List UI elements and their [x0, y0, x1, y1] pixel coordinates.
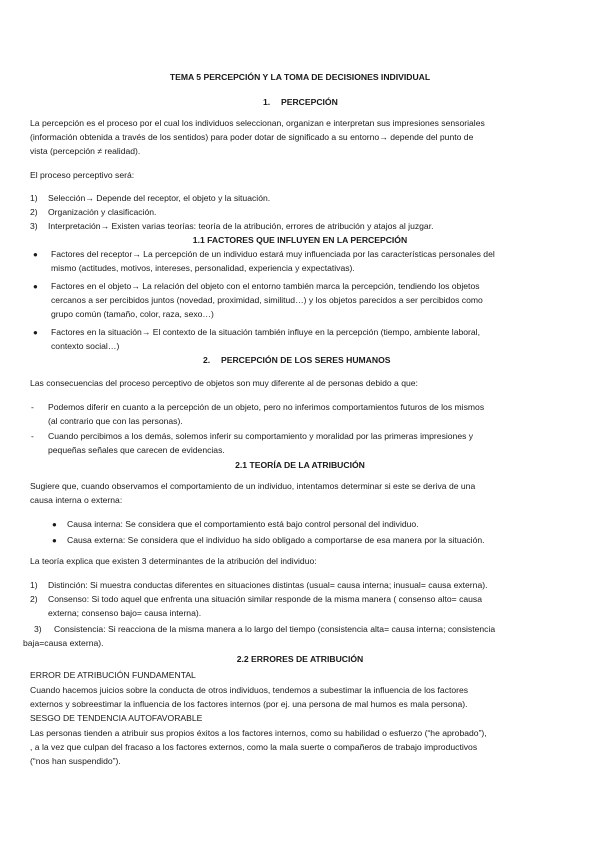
factor-line: Factores en la situación→ El contexto de la situación también influye en la percepción (tiempo, ambiente laboral, [51, 327, 480, 337]
human-perception-line: Cuando percibimos a los demás, solemos inferir su comportamiento y moralidad por las primeras impresiones y [48, 431, 474, 441]
process-item: Interpretación→ Existen varias teorías: teoría de la atribución, errores de atribución y atajos al juzgar. [48, 221, 434, 231]
human-perception-line: (al contrario que con las personas). [48, 416, 183, 426]
determinant-number: 2) [30, 594, 38, 604]
factor-line: grupo común (tamaño, color, raza, sexo…) [51, 309, 214, 319]
factor-line: Factores en el objeto→ La relación del objeto con el entorno también marca la percepción, tendiendo los objetos [51, 281, 480, 291]
process-item-number: 3) [30, 221, 38, 231]
section-2-1-heading: 2.1 TEORÍA DE LA ATRIBUCIÓN [235, 460, 365, 470]
determinant-number: 1) [30, 580, 38, 590]
factor-line: mismo (actitudes, motivos, intereses, personalidad, experiencia y expectativas). [51, 263, 355, 273]
intro-line: vista (percepción ≠ realidad). [30, 146, 141, 156]
factor-line: Factores del receptor→ La percepción de un individuo estará muy influenciada por las características personales del [51, 249, 495, 259]
determinant-line: externa; consenso bajo= causa interna). [48, 608, 202, 618]
cause-item: Causa externa: Se considera que el individuo ha sido obligado a comportarse de esa manera por la situación. [67, 535, 485, 545]
determinant-number: 3) [34, 624, 42, 634]
factor-line: contexto social…) [51, 341, 120, 351]
bias-line: (“nos han suspendido”). [30, 756, 121, 766]
section-1-1-heading: 1.1 FACTORES QUE INFLUYEN EN LA PERCEPCIÓN [192, 235, 408, 245]
dash-marker: - [31, 402, 34, 412]
dash-marker: - [31, 431, 34, 441]
section-2-number: 2. [203, 355, 211, 365]
process-intro: El proceso perceptivo será: [30, 170, 135, 180]
human-perception-line: pequeñas señales que carecen de evidencias. [48, 445, 225, 455]
bullet-icon: ● [33, 328, 38, 337]
process-item: Selección→ Depende del receptor, el objeto y la situación. [48, 193, 271, 203]
section-2-2-heading: 2.2 ERRORES DE ATRIBUCIÓN [236, 654, 364, 664]
bias-line: Las personas tienden a atribuir sus propios éxitos a los factores internos, como su habilidad o esfuerzo (“he aprobado”), [30, 728, 487, 738]
intro-line: La percepción es el proceso por el cual los individuos seleccionan, organizan e interpretan sus impresiones sensoriales [30, 118, 485, 128]
factor-line: cercanos a ser percibidos juntos (novedad, proximidad, similitud…) y los objetos parecidos a ser percibidos como [51, 295, 483, 305]
bullet-icon: ● [52, 520, 57, 529]
cause-item: Causa interna: Se considera que el comportamiento está bajo control personal del individuo. [67, 519, 419, 529]
determinant-line: baja=causa externa). [23, 638, 104, 648]
attribution-intro-line: causa interna o externa: [30, 495, 123, 505]
section-1-heading: PERCEPCIÓN [281, 97, 338, 107]
determinant-line: Distinción: Si muestra conductas diferentes en situaciones distintas (usual= causa interna; inusual= causa externa). [48, 580, 488, 590]
bullet-icon: ● [33, 282, 38, 291]
process-item-number: 1) [30, 193, 38, 203]
intro-line: (información obtenida a través de los sentidos) para poder dotar de significado a su entorno→ depende del punto de [30, 132, 474, 142]
process-item-number: 2) [30, 207, 38, 217]
section-2-intro: Las consecuencias del proceso perceptivo de objetos son muy diferente al de personas debido a que: [30, 378, 418, 388]
bullet-icon: ● [52, 536, 57, 545]
section-1-number: 1. [263, 97, 271, 107]
section-2-heading: PERCEPCIÓN DE LOS SERES HUMANOS [221, 355, 391, 365]
human-perception-line: Podemos diferir en cuanto a la percepción de un objeto, pero no inferimos comportamientos futuros de los mismos [48, 402, 485, 412]
document-title: TEMA 5 PERCEPCIÓN Y LA TOMA DE DECISIONES INDIVIDUAL [169, 72, 431, 82]
determinant-line: Consistencia: Si reacciona de la misma manera a lo largo del tiempo (consistencia alta= causa interna; consistencia [54, 624, 496, 634]
determinants-intro: La teoría explica que existen 3 determinantes de la atribución del individuo: [30, 556, 317, 566]
bias-title: SESGO DE TENDENCIA AUTOFAVORABLE [30, 713, 203, 723]
bullet-icon: ● [33, 250, 38, 259]
error-line: externos y sobreestimar la influencia de los factores internos (por ej. una persona de mal humos es mala persona). [30, 699, 468, 709]
error-line: Cuando hacemos juicios sobre la conducta de otros individuos, tendemos a subestimar la influencia de los factores [30, 685, 469, 695]
attribution-intro-line: Sugiere que, cuando observamos el comportamiento de un individuo, intentamos determinar si este se deriva de una [30, 481, 476, 491]
bias-line: , a la vez que culpan del fracaso a los factores externos, como la mala suerte o compañeros de trabajo improductivos [30, 742, 478, 752]
process-item: Organización y clasificación. [48, 207, 157, 217]
error-title: ERROR DE ATRIBUCIÓN FUNDAMENTAL [30, 670, 196, 680]
determinant-line: Consenso: Si todo aquel que enfrenta una situación similar responde de la misma manera ( consenso alto= causa [48, 594, 483, 604]
